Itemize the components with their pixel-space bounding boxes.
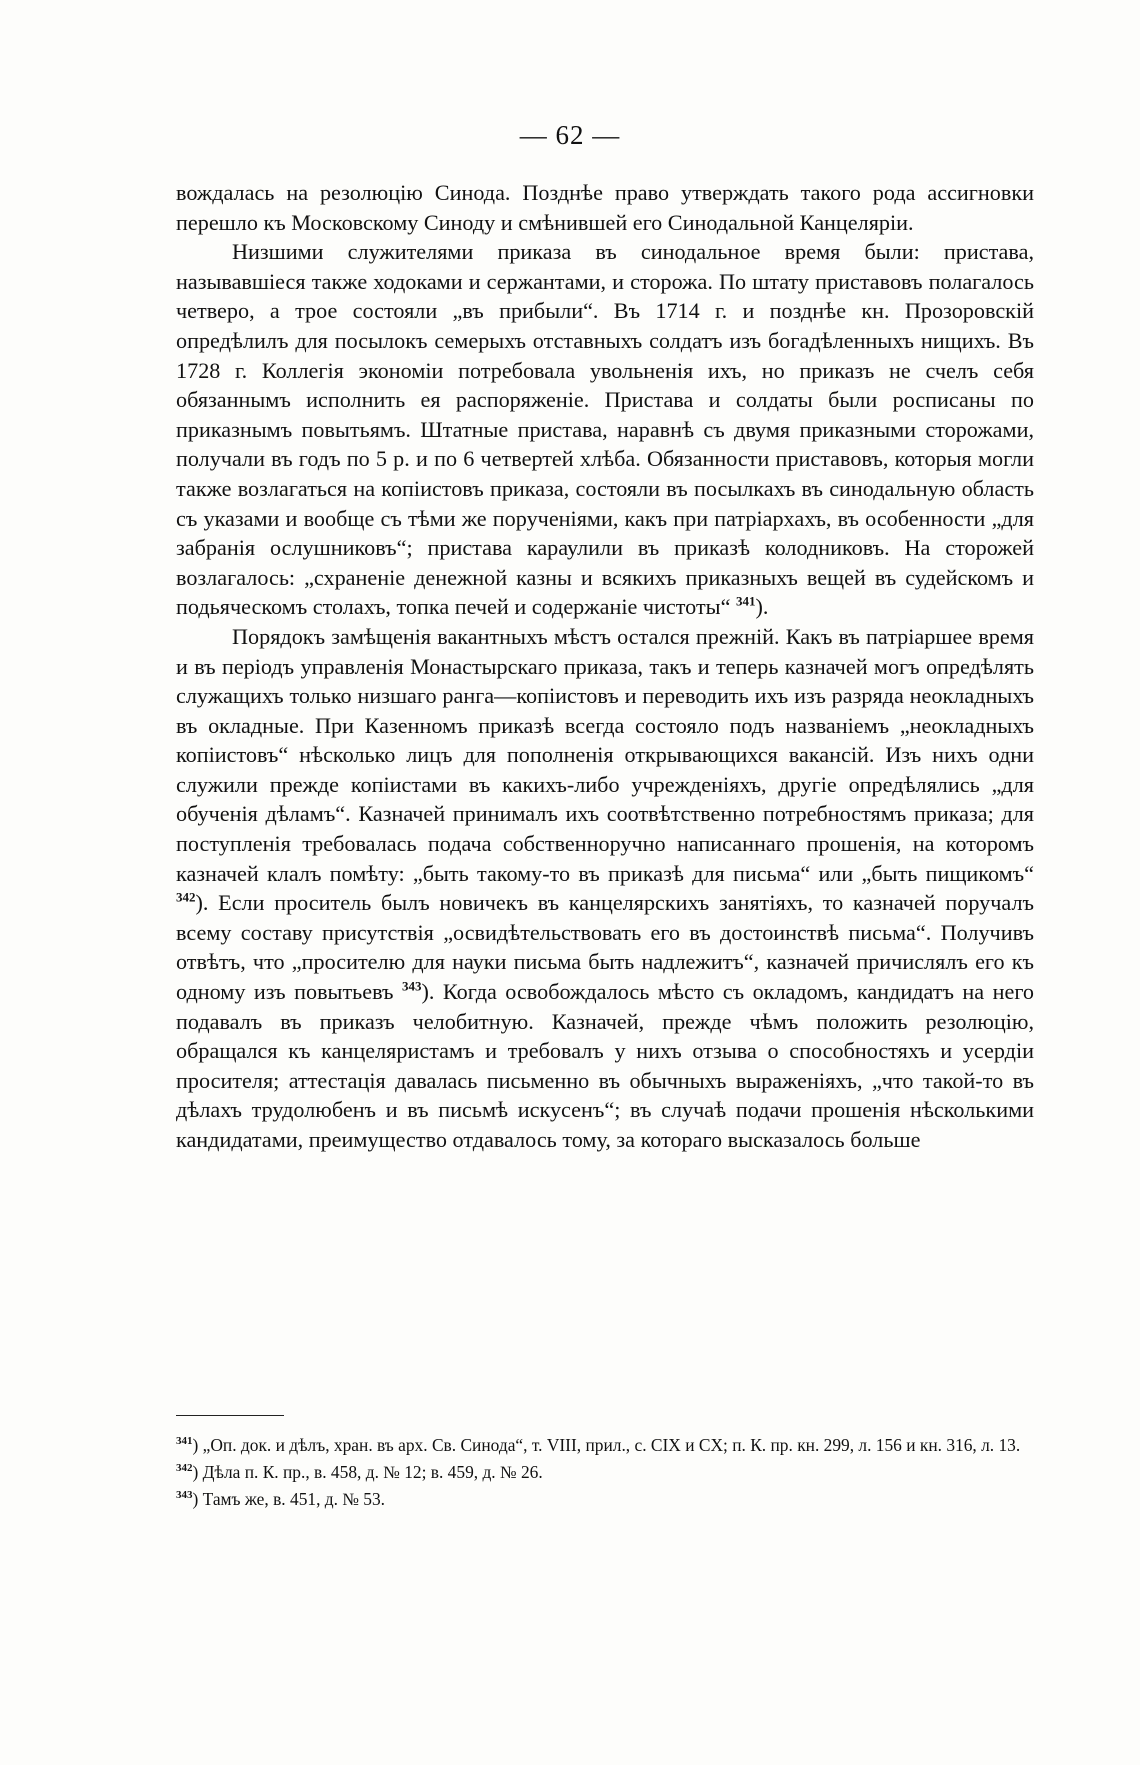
footnote-ref: 341	[176, 1435, 193, 1448]
main-text	[176, 178, 1034, 1155]
footnote-ref: 343	[176, 1489, 193, 1502]
paragraph	[176, 622, 1034, 1155]
paragraph-text: ).	[755, 594, 769, 620]
footnote-divider	[176, 1415, 284, 1416]
paragraph	[176, 237, 1034, 622]
footnote-text: ) Дѣла п. К. пр., в. 458, д. № 12; в. 459, д. № 26.	[192, 1462, 543, 1482]
footnote-ref: 342	[176, 889, 196, 905]
footnote	[176, 1486, 1034, 1513]
footnote-text: ) Тамъ же, в. 451, д. № 53.	[192, 1489, 386, 1509]
footnotes	[176, 1432, 1034, 1513]
footnote-ref: 342	[176, 1462, 193, 1475]
paragraph-text: ). Если проситель былъ новичекъ въ канцелярскихъ занятіяхъ, то казначей поручалъ всему составу присутствія „освидѣтельствовать его въ достоинствѣ письма“. Получивъ отвѣтъ, что „просителю для науки письма быть надлежитъ“, казначей причислялъ его къ одному изъ повытьевъ	[176, 890, 1034, 1005]
paragraph	[176, 178, 1034, 237]
paragraph-text: вождалась на резолюцію Синода. Позднѣе право утверждать такого рода ассигновки перешло къ Московскому Синоду и смѣнившей его Синодальной Канцеляріи.	[176, 180, 1034, 235]
footnote-ref: 341	[735, 593, 756, 609]
paragraph-text: Порядокъ замѣщенія вакантныхъ мѣстъ остался прежній. Какъ въ патріаршее время и въ періодъ управленія Монастырскаго приказа, такъ и теперь казначей могъ опредѣлять служащихъ только низшаго ранга—копіистовъ и переводить ихъ изъ разряда неокладныхъ въ окладные. При Казенномъ приказѣ всегда состояло подъ названіемъ „неокладныхъ копіистовъ“ нѣсколько лицъ для пополненія открывающихся вакансій. Изъ нихъ одни служили прежде копіистами въ какихъ-либо учрежденіяхъ, другіе опредѣлялись „для обученія дѣламъ“. Казначей принималъ ихъ соотвѣтственно потребностямъ приказа; для поступленія требовалась подача собственноручно написаннаго прошенія, на которомъ казначей клалъ помѣту: „быть такому-то въ приказѣ для письма“ или „быть пищикомъ“	[176, 623, 1034, 886]
footnote-text: ) „Оп. док. и дѣлъ, хран. въ арх. Св. Синода“, т. VIII, прил., с. CIX и CX; п. К. пр. кн. 299, л. 156 и кн. 316, л. 13.	[192, 1435, 1021, 1455]
footnote	[176, 1432, 1034, 1459]
footnote	[176, 1459, 1034, 1486]
paragraph-text: Низшими служителями приказа въ синодальное время были: пристава, называвшіеся также ходоками и сержантами, и сторожа. По штату приставовъ полагалось четверо, а трое состояли „въ прибыли“. Въ 1714 г. и позднѣе кн. Прозоровскій опредѣлилъ для посылокъ семерыхъ отставныхъ солдатъ изъ богадѣленныхъ нищихъ. Въ 1728 г. Коллегія экономіи потребовала увольненія ихъ, но приказъ не счелъ себя обязаннымъ исполнить ея распоряженіе. Пристава и солдаты были росписаны по приказнымъ повытьямъ. Штатные пристава, наравнѣ съ двумя приказными сторожами, получали въ годъ по 5 р. и по 6 четвертей хлѣба. Обязанности приставовъ, которыя могли также возлагаться на копіистовъ приказа, состояли въ посылкахъ въ синодальную область съ указами и вообще съ тѣми же порученіями, какъ при патріархахъ, въ особенности „для забранія ослушниковъ“; пристава караулили въ приказѣ колодниковъ. На сторожей возлагалось: „схраненіе денежной казны и всякихъ приказныхъ вещей въ судейскомъ и подьяческомъ столахъ, топка печей и содержаніе чистоты“	[176, 239, 1034, 620]
paragraph-text: ). Когда освобождалось мѣсто съ окладомъ, кандидатъ на него подавалъ въ приказъ челобитную. Казначей, прежде чѣмъ положить резолюцію, обращался къ канцеляристамъ и требовалъ у нихъ отзыва о способностяхъ и усердіи просителя; аттестація давалась письменно въ обычныхъ выраженіяхъ, „что такой-то въ дѣлахъ трудолюбенъ и въ письмѣ искусенъ“; въ случаѣ подачи прошенія нѣсколькими кандидатами, преимущество отдавалось тому, за котораго высказалось больше	[176, 979, 1034, 1152]
page-number: — 62 —	[519, 120, 621, 150]
footnote-ref: 343	[402, 978, 422, 994]
